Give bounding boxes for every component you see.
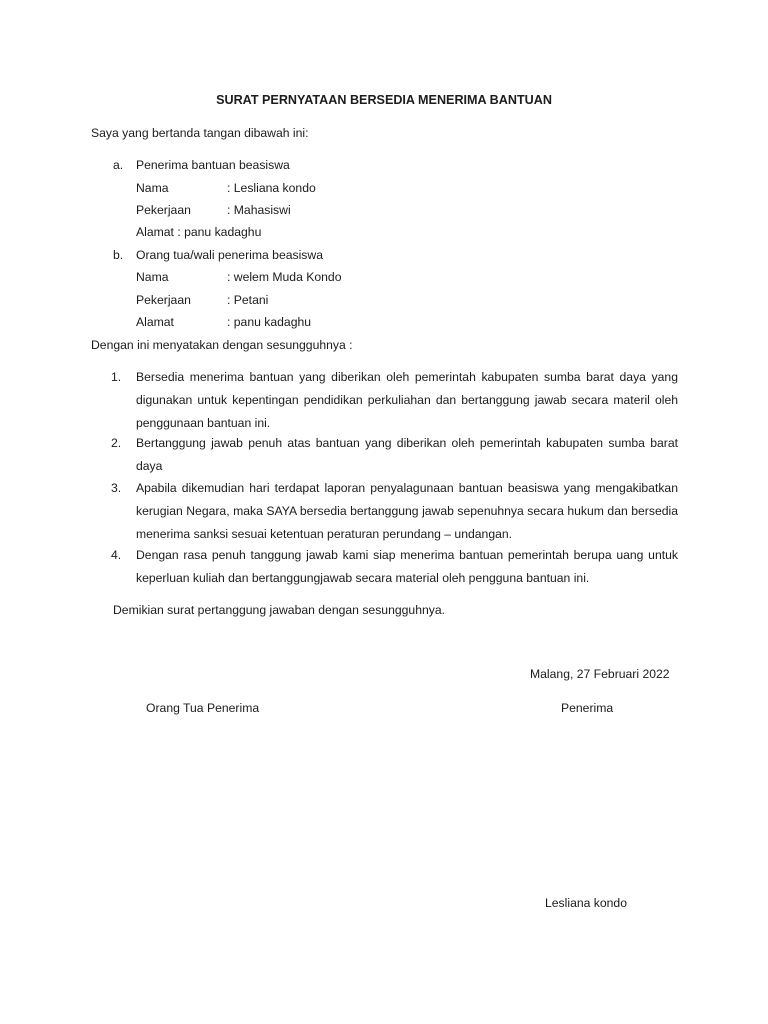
pekerjaan-value: : Mahasiswi — [227, 203, 291, 217]
section-b-marker: b. — [113, 248, 124, 262]
statement-text: Dengan ini menyatakan dengan sesungguhnya : — [91, 338, 353, 352]
nama-value: : welem Muda Kondo — [227, 270, 342, 284]
point-text: Apabila dikemudian hari terdapat laporan penyalagunaan bantuan beasiswa yang mengakibatkan kerugian Negara, maka SAYA bersedia bertanggung jawab sepenuhnya secara hukum dan bersedia menerima sanksi sesuai ketentuan peraturan perundang – undangan. — [136, 481, 678, 541]
alamat-label: Alamat — [136, 315, 174, 329]
signer-right-name: Lesliana kondo — [545, 896, 627, 910]
point-number: 1. — [111, 370, 122, 384]
section-a-marker: a. — [113, 158, 124, 172]
section-a-heading: Penerima bantuan beasiswa — [136, 158, 290, 172]
section-b-heading: Orang tua/wali penerima beasiswa — [136, 248, 323, 262]
intro-text: Saya yang bertanda tangan dibawah ini: — [91, 126, 309, 140]
section-b-nama-row — [136, 266, 536, 288]
pekerjaan-label: Pekerjaan — [136, 293, 191, 307]
section-b-pekerjaan-row — [136, 289, 536, 311]
point-text: Bertanggung jawab penuh atas bantuan yang diberikan oleh pemerintah kabupaten sumba barat daya — [136, 436, 678, 473]
signer-left-label: Orang Tua Penerima — [146, 701, 260, 715]
signer-right-label: Penerima — [561, 701, 614, 715]
section-a-alamat-row — [136, 221, 536, 243]
point-number: 3. — [111, 481, 122, 495]
point-text: Bersedia menerima bantuan yang diberikan oleh pemerintah kabupaten sumba barat daya yang digunakan untuk kepentingan pendidikan perkuliahan dan bertanggung jawab secara materil oleh penggunaan bantuan ini. — [136, 370, 678, 430]
alamat-value: : panu kadaghu — [227, 315, 312, 329]
place-date: Malang, 27 Februari 2022 — [530, 667, 670, 681]
point-number: 4. — [111, 548, 122, 562]
closing-text: Demikian surat pertanggung jawaban dengan sesungguhnya. — [113, 603, 446, 617]
pekerjaan-value: : Petani — [227, 293, 269, 307]
document-title: SURAT PERNYATAAN BERSEDIA MENERIMA BANTUAN — [216, 93, 552, 107]
section-b-alamat-row — [136, 311, 536, 333]
nama-label: Nama — [136, 270, 169, 284]
nama-value: : Lesliana kondo — [227, 181, 316, 195]
alamat-line: Alamat : panu kadaghu — [136, 225, 262, 239]
section-a-pekerjaan-row — [136, 199, 536, 221]
section-a-nama-row — [136, 177, 536, 199]
nama-label: Nama — [136, 181, 169, 195]
point-number: 2. — [111, 436, 122, 450]
point-text: Dengan rasa penuh tanggung jawab kami siap menerima bantuan pemerintah berupa uang untuk keperluan kuliah dan bertanggungjawab secara material oleh pengguna bantuan ini. — [136, 548, 678, 585]
pekerjaan-label: Pekerjaan — [136, 203, 191, 217]
